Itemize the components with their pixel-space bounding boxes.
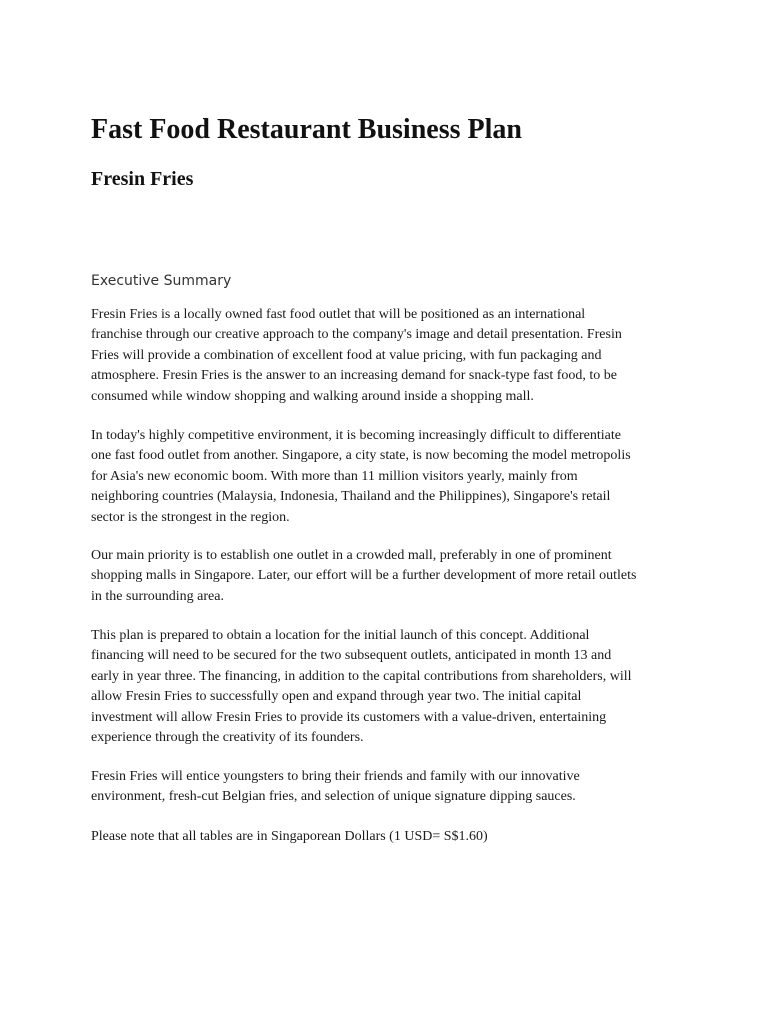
paragraph-line: Our main priority is to establish one outlet in a crowded mall, preferably in one of prominent: [91, 548, 612, 563]
paragraph-line: In today's highly competitive environment, it is becoming increasingly difficult to differentiate: [91, 428, 621, 443]
paragraph-line: Fresin Fries is a locally owned fast food outlet that will be positioned as an international: [91, 307, 586, 322]
paragraph-line: financing will need to be secured for the two subsequent outlets, anticipated in month 13 and: [91, 648, 612, 664]
paragraph-line: one fast food outlet from another. Singapore, a city state, is now becoming the model metropolis: [91, 448, 631, 464]
paragraph-line: for Asia's new economic boom. With more than 11 million visitors yearly, mainly from: [91, 468, 578, 484]
paragraph-line: early in year three. The financing, in addition to the capital contributions from shareholders, will: [91, 668, 632, 684]
paragraph-line: Please note that all tables are in Singaporean Dollars (1 USD= S$1.60): [91, 829, 488, 844]
document-title: Fast Food Restaurant Business Plan: [91, 114, 522, 145]
paragraph-environment: [91, 426, 691, 528]
paragraph-line: experience through the creativity of its founders.: [91, 730, 364, 746]
paragraph-currency-note: [91, 827, 691, 847]
paragraph-intro: [91, 305, 691, 407]
paragraph-line: shopping malls in Singapore. Later, our effort will be a further development of more retail outlets: [91, 568, 637, 584]
document-subtitle: Fresin Fries: [91, 168, 194, 190]
paragraph-entice: [91, 767, 691, 808]
paragraph-line: Fresin Fries will entice youngsters to bring their friends and family with our innovative: [91, 769, 580, 784]
paragraph-line: neighboring countries (Malaysia, Indonesia, Thailand and the Philippines), Singapore's retail: [91, 489, 611, 505]
paragraph-line: atmosphere. Fresin Fries is the answer to an increasing demand for snack-type fast food, to be: [91, 368, 618, 384]
paragraph-line: in the surrounding area.: [91, 588, 224, 604]
paragraph-line: environment, fresh-cut Belgian fries, and selection of unique signature dipping sauces.: [91, 789, 576, 805]
paragraph-line: consumed while window shopping and walking around inside a shopping mall.: [91, 388, 534, 404]
paragraph-line: franchise through our creative approach to the company's image and detail presentation. Fresin: [91, 327, 622, 343]
section-heading-executive-summary: Executive Summary: [91, 273, 232, 289]
paragraph-priority: [91, 546, 691, 607]
paragraph-line: investment will allow Fresin Fries to provide its customers with a value-driven, entertaining: [91, 709, 607, 725]
paragraph-line: sector is the strongest in the region.: [91, 509, 290, 525]
paragraph-line: allow Fresin Fries to successfully open and expand through year two. The initial capital: [91, 689, 582, 705]
paragraph-line: Fries will provide a combination of excellent food at value pricing, with fun packaging and: [91, 347, 602, 363]
paragraph-financing: [91, 626, 691, 748]
paragraph-line: This plan is prepared to obtain a location for the initial launch of this concept. Additional: [91, 628, 590, 643]
